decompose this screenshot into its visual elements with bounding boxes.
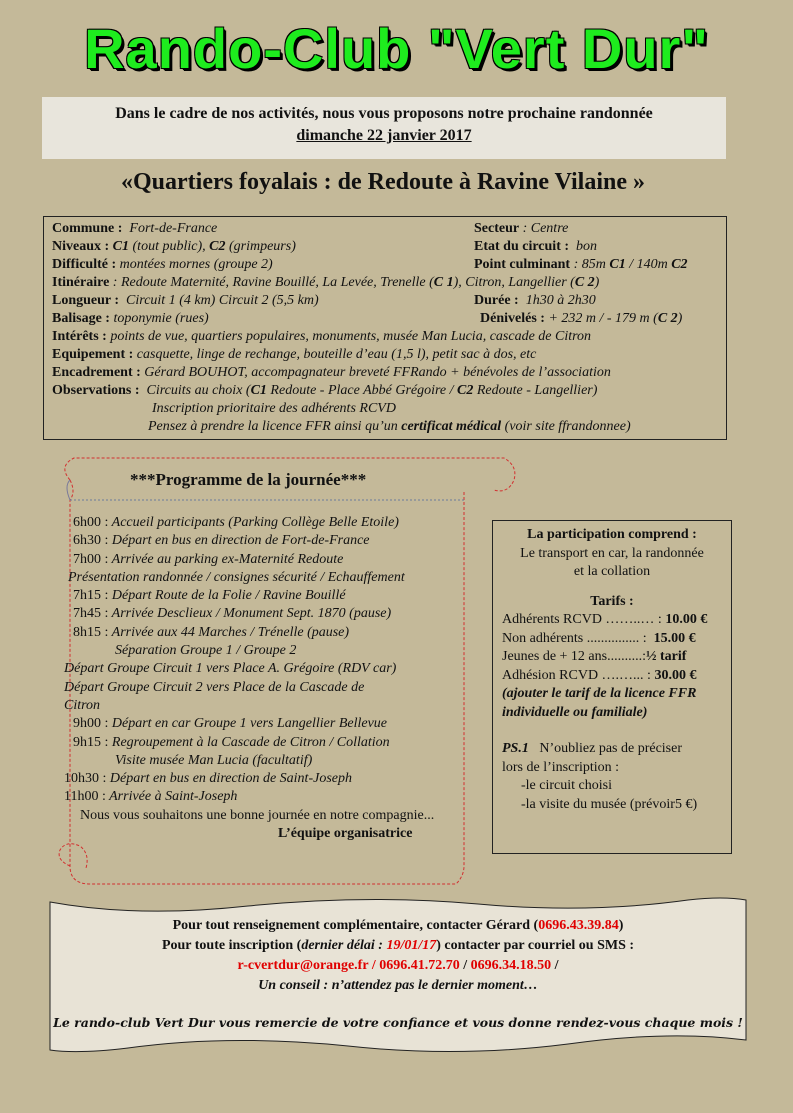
programme-text: Départ Route de la Folie / Ravine Bouillé bbox=[111, 588, 346, 604]
certificat-medical: certificat médical bbox=[401, 419, 502, 434]
itineraire-row bbox=[52, 274, 599, 292]
programme-time: 6h00 : bbox=[73, 515, 109, 530]
tarifs-box bbox=[492, 520, 732, 854]
deadline-date: 19/01/17 bbox=[386, 938, 437, 953]
interets-label: Intérêts : bbox=[52, 329, 107, 344]
programme-title: ***Programme de la journée*** bbox=[130, 470, 367, 489]
hike-title: «Quartiers foyalais : de Redoute à Ravine Vilaine » bbox=[121, 169, 645, 195]
secteur-label: Secteur bbox=[474, 221, 520, 236]
contact-line2 bbox=[48, 936, 748, 956]
culminant-value-b: / 140m bbox=[629, 257, 668, 272]
programme-time: 9h15 : bbox=[73, 734, 109, 750]
programme-item bbox=[64, 697, 434, 715]
obs-line3-a: Pensez à prendre la licence FFR ainsi qu’un bbox=[148, 419, 398, 434]
obs-line3-c: (voir site ffrandonnee) bbox=[504, 419, 631, 434]
contact-phone-3[interactable]: 0696.34.18.50 bbox=[470, 958, 552, 973]
commune-value: Fort-de-France bbox=[129, 221, 218, 236]
secteur-value: : Centre bbox=[522, 221, 569, 236]
deniveles-value-a: + 232 m / - 179 m ( bbox=[548, 311, 658, 326]
participation-line1: Le transport en car, la randonnée bbox=[520, 545, 704, 561]
observations-row bbox=[52, 382, 597, 400]
etat-label: Etat du circuit : bbox=[474, 239, 570, 254]
programme-item bbox=[64, 770, 434, 788]
tarif-adhesion-value: 30.00 € bbox=[654, 667, 697, 683]
programme-text: Arrivée aux 44 Marches / Trénelle (pause) bbox=[111, 624, 350, 640]
observations-c2: C2 bbox=[457, 383, 474, 398]
culminant-value-a: : 85m bbox=[573, 257, 606, 272]
programme-item bbox=[64, 569, 434, 587]
equipement-value: casquette, linge de rechange, bouteille d’eau (1,5 l), petit sac à dos, etc bbox=[136, 347, 537, 362]
programme-text: Départ en bus en direction de Saint-Joseph bbox=[109, 771, 352, 787]
intro-banner bbox=[42, 97, 726, 159]
equipement-row bbox=[52, 346, 536, 364]
advice-line: Un conseil : n’attendez pas le dernier moment… bbox=[258, 978, 538, 993]
programme-text: Arrivée Desclieux / Monument Sept. 1870 (pause) bbox=[111, 606, 392, 622]
programme-text: Départ en bus en direction de Fort-de-France bbox=[111, 533, 370, 549]
event-date: dimanche 22 janvier 2017 bbox=[296, 127, 472, 144]
culminant-row bbox=[474, 256, 688, 274]
contact-line2-end: ) contacter par courriel ou SMS : bbox=[436, 938, 635, 953]
itineraire-c1: C 1 bbox=[433, 275, 454, 290]
itineraire-c2: C 2 bbox=[574, 275, 595, 290]
programme-closing: Nous vous souhaitons une bonne journée en notre compagnie... bbox=[80, 807, 435, 823]
observations-value-c: Redoute - Langellier) bbox=[476, 383, 598, 398]
licence-note-2: individuelle ou familiale) bbox=[502, 704, 648, 720]
niveaux-c2-desc: (grimpeurs) bbox=[228, 239, 296, 254]
programme-item bbox=[64, 605, 434, 623]
duree-row bbox=[474, 292, 596, 310]
longueur-label: Longueur : bbox=[52, 293, 120, 308]
niveaux-label: Niveaux : bbox=[52, 239, 110, 254]
participation-line2: et la collation bbox=[573, 564, 651, 579]
itineraire-label: Itinéraire bbox=[52, 275, 110, 290]
observations-line3 bbox=[148, 418, 631, 436]
programme-item bbox=[64, 514, 434, 532]
deniveles-value-b: ) bbox=[677, 311, 683, 326]
commune-label: Commune : bbox=[52, 221, 123, 236]
programme-item bbox=[64, 660, 434, 678]
niveaux-row bbox=[52, 238, 296, 256]
niveaux-c2: C2 bbox=[209, 239, 226, 254]
longueur-value: Circuit 1 (4 km) Circuit 2 (5,5 km) bbox=[126, 293, 319, 308]
balisage-value: toponymie (rues) bbox=[113, 311, 209, 326]
programme-item bbox=[64, 587, 434, 605]
tarif-adherents bbox=[493, 611, 731, 630]
tarif-non-adherents-value: 15.00 € bbox=[653, 630, 696, 646]
programme-scroll bbox=[56, 456, 518, 886]
tarifs-title: Tarifs : bbox=[590, 593, 634, 609]
niveaux-c1: C1 bbox=[112, 239, 130, 254]
culminant-c2: C2 bbox=[671, 257, 688, 272]
programme-time: 10h30 : bbox=[64, 771, 107, 787]
thanks-line: Le rando-club Vert Dur vous remercie de votre confiance et vous donne rendez-vous chaque mois ! bbox=[53, 1015, 743, 1030]
participation-title: La participation comprend : bbox=[527, 527, 697, 542]
encadrement-label: Encadrement : bbox=[52, 365, 141, 380]
ps-line bbox=[493, 740, 731, 759]
observations-label: Observations : bbox=[52, 383, 140, 398]
programme-text: Regroupement à la Cascade de Citron / Collation bbox=[111, 734, 390, 750]
longueur-row bbox=[52, 292, 319, 310]
deniveles-c2: C 2 bbox=[657, 311, 678, 326]
programme-item bbox=[64, 788, 434, 806]
programme-item bbox=[64, 715, 434, 733]
programme-time: 9h00 : bbox=[73, 716, 109, 732]
culminant-label: Point culminant bbox=[474, 257, 571, 272]
difficulte-label: Difficulté : bbox=[52, 257, 117, 272]
culminant-c1: C1 bbox=[609, 257, 626, 272]
contact-line2-text: Pour toute inscription ( bbox=[161, 938, 302, 953]
programme-text: Arrivée au parking ex-Maternité Redoute bbox=[111, 551, 344, 567]
difficulte-row bbox=[52, 256, 273, 274]
secteur-row bbox=[474, 220, 568, 238]
encadrement-row bbox=[52, 364, 611, 382]
tarif-adherents-value: 10.00 € bbox=[665, 612, 708, 627]
ps-line2: lors de l’inscription : bbox=[502, 759, 620, 775]
programme-item bbox=[64, 734, 434, 752]
etat-value: bon bbox=[576, 239, 598, 254]
balisage-label: Balisage : bbox=[52, 311, 110, 326]
programme-time: 6h30 : bbox=[73, 533, 109, 549]
hike-info-box bbox=[43, 216, 727, 440]
observations-value-a: Circuits au choix ( bbox=[146, 383, 251, 398]
itineraire-value-a: : Redoute Maternité, Ravine Bouillé, La Levée, Trenelle ( bbox=[112, 275, 434, 290]
programme-time: 7h45 : bbox=[73, 606, 109, 622]
programme-text: Arrivée à Saint-Joseph bbox=[109, 789, 238, 805]
contact-line1-end: ) bbox=[618, 918, 624, 933]
programme-text: Présentation randonnée / consignes sécurité / Echauffement bbox=[68, 569, 405, 585]
gerard-phone[interactable]: 0696.43.39.84 bbox=[538, 918, 619, 933]
programme-item bbox=[64, 624, 434, 642]
contact-line1 bbox=[48, 916, 748, 936]
programme-time: 11h00 : bbox=[64, 789, 106, 805]
programme-time: 7h00 : bbox=[73, 551, 109, 567]
tarif-jeunes bbox=[493, 648, 731, 667]
programme-item bbox=[64, 551, 434, 569]
itineraire-value-c: ) bbox=[594, 275, 600, 290]
deniveles-row bbox=[480, 310, 682, 328]
programme-text: Départ en car Groupe 1 vers Langellier Bellevue bbox=[111, 716, 388, 732]
interets-value: points de vue, quartiers populaires, monuments, musée Man Lucia, cascade de Citron bbox=[110, 329, 592, 344]
ps-item2: -la visite du musée (prévoir5 €) bbox=[521, 796, 698, 812]
tarif-adhesion-label: Adhésion RCVD ….…... : bbox=[502, 667, 651, 683]
programme-list bbox=[64, 514, 434, 843]
programme-text: Départ Groupe Circuit 2 vers Place de la Cascade de bbox=[64, 679, 365, 695]
contact-line3: r-cvertdur@orange.fr / 0696.41.72.70 / 0696.34.18.50 / bbox=[237, 958, 559, 973]
observations-value-b: Redoute - Place Abbé Grégoire / bbox=[270, 383, 454, 398]
programme-item bbox=[64, 532, 434, 550]
tarif-non-adherents bbox=[493, 630, 731, 649]
niveaux-c1-desc: (tout public), bbox=[132, 239, 206, 254]
licence-note-1: (ajouter le tarif de la licence FFR bbox=[502, 686, 697, 701]
contact-email[interactable]: r-cvertdur@orange.fr bbox=[237, 958, 369, 973]
deniveles-label: Dénivelés : bbox=[480, 311, 545, 326]
programme-time: 7h15 : bbox=[73, 588, 109, 604]
programme-text: Citron bbox=[64, 697, 101, 713]
tarif-adhesion bbox=[493, 667, 731, 686]
page-title: Rando-Club "Vert Dur" bbox=[84, 17, 709, 80]
tarif-adherents-label: Adhérents RCVD ……..… : bbox=[502, 612, 662, 627]
intro-text: Dans le cadre de nos activités, nous vous proposons notre prochaine randonnée bbox=[115, 105, 653, 122]
contact-line1-text: Pour tout renseignement complémentaire, contacter Gérard ( bbox=[172, 918, 539, 933]
tarif-jeunes-label: Jeunes de + 12 ans..........: bbox=[502, 649, 646, 664]
etat-row bbox=[474, 238, 597, 256]
programme-signature: L’équipe organisatrice bbox=[278, 826, 413, 842]
programme-item bbox=[64, 679, 434, 697]
programme-item bbox=[64, 752, 434, 770]
difficulte-value: montées mornes (groupe 2) bbox=[119, 257, 273, 272]
commune-row bbox=[52, 220, 217, 238]
ps-item1: -le circuit choisi bbox=[521, 778, 612, 793]
observations-line2 bbox=[152, 400, 396, 418]
ps-label: PS.1 bbox=[502, 741, 529, 756]
programme-text: Séparation Groupe 1 / Groupe 2 bbox=[115, 643, 297, 659]
equipement-label: Equipement : bbox=[52, 347, 134, 362]
balisage-row bbox=[52, 310, 209, 328]
observations-c1: C1 bbox=[250, 383, 267, 398]
tarif-non-adherents-label: Non adhérents ............... : bbox=[502, 630, 647, 646]
programme-text: Visite musée Man Lucia (facultatif) bbox=[115, 752, 313, 768]
programme-item bbox=[64, 642, 434, 660]
encadrement-value: Gérard BOUHOT, accompagnateur breveté FFRando + bénévoles de l’association bbox=[144, 365, 611, 380]
itineraire-value-b: ), Citron, Langellier ( bbox=[453, 275, 575, 290]
programme-text: Départ Groupe Circuit 1 vers Place A. Grégoire (RDV car) bbox=[64, 661, 397, 677]
deadline-label: dernier délai : bbox=[301, 938, 383, 953]
obs-line2-text: Inscription prioritaire des adhérents RCVD bbox=[152, 401, 396, 416]
duree-value: 1h30 à 2h30 bbox=[525, 293, 596, 308]
interets-row bbox=[52, 328, 591, 346]
contact-phone-2[interactable]: 0696.41.72.70 bbox=[379, 958, 460, 973]
ps-text: N’oubliez pas de préciser bbox=[539, 741, 683, 756]
programme-text: Accueil participants (Parking Collège Belle Etoile) bbox=[111, 515, 399, 530]
programme-time: 8h15 : bbox=[73, 624, 109, 640]
contact-banner bbox=[48, 896, 748, 1058]
tarif-jeunes-value: ½ tarif bbox=[646, 649, 687, 664]
duree-label: Durée : bbox=[474, 293, 519, 308]
